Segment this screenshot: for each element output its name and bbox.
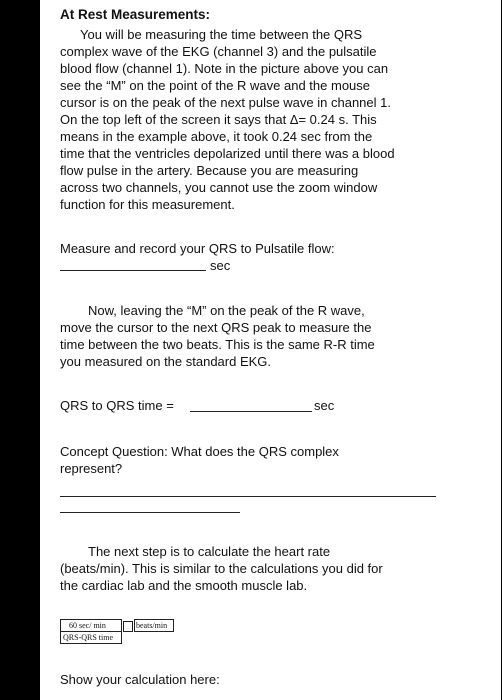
concept-question-line: Concept Question: What does the QRS complex [60,444,339,459]
intro-line: see the “M” on the point of the R wave and the mouse [60,78,371,93]
intro-line: On the top left of the screen it says that Δ= 0.24 s. This [60,112,377,127]
heart-rate-line: (beats/min). This is similar to the calculations you did for [60,561,383,576]
concept-question-line: represent? [60,461,123,476]
intro-line: function for this measurement. [60,197,235,212]
show-calculation-prompt: Show your calculation here: [60,672,220,687]
heart-rate-line: the cardiac lab and the smooth muscle lab. [60,578,308,593]
concept-answer-blank[interactable] [60,496,436,497]
formula-numerator: 60 sec/ min [69,621,106,630]
intro-line: flow pulse in the artery. Because you are measuring [60,163,359,178]
section-heading: At Rest Measurements: [60,7,211,22]
qrs-time-label: QRS to QRS time = [60,398,174,413]
equals-box [123,621,133,632]
formula-denominator-box [60,631,122,644]
formula-result-box [134,619,174,632]
intro-line: across two channels, you cannot use the zoom window [60,180,378,195]
intro-line: means in the example above, it took 0.24 sec from the [60,129,373,144]
intro-line: complex wave of the EKG (channel 3) and the pulsatile [60,44,377,59]
intro-line: cursor is on the peak of the next pulse wave in channel 1. [60,95,391,110]
rr-line: you measured on the standard EKG. [60,354,272,369]
heart-rate-line: The next step is to calculate the heart rate [88,544,331,559]
qrs-time-answer-blank[interactable] [190,411,312,412]
measure-answer-blank[interactable] [60,270,206,271]
qrs-time-unit: sec [314,398,335,413]
measure-prompt: Measure and record your QRS to Pulsatile flow: [60,241,335,256]
measure-unit: sec [210,258,231,273]
intro-line: You will be measuring the time between the QRS [80,27,363,42]
rr-line: move the cursor to the next QRS peak to measure the [60,320,372,335]
formula-denominator: QRS-QRS time [63,633,114,642]
concept-answer-blank[interactable] [60,512,240,513]
rr-line: Now, leaving the “M” on the peak of the R wave, [88,303,365,318]
formula-result: beats/min [136,621,168,630]
intro-line: blood flow (channel 1). Note in the picture above you can [60,61,389,76]
worksheet-page [40,0,501,700]
heart-rate-formula [60,619,172,646]
formula-numerator-box [60,619,122,631]
intro-line: time that the ventricles depolarized until there was a blood [60,146,395,161]
rr-line: time between the two beats. This is the same R-R time [60,337,375,352]
